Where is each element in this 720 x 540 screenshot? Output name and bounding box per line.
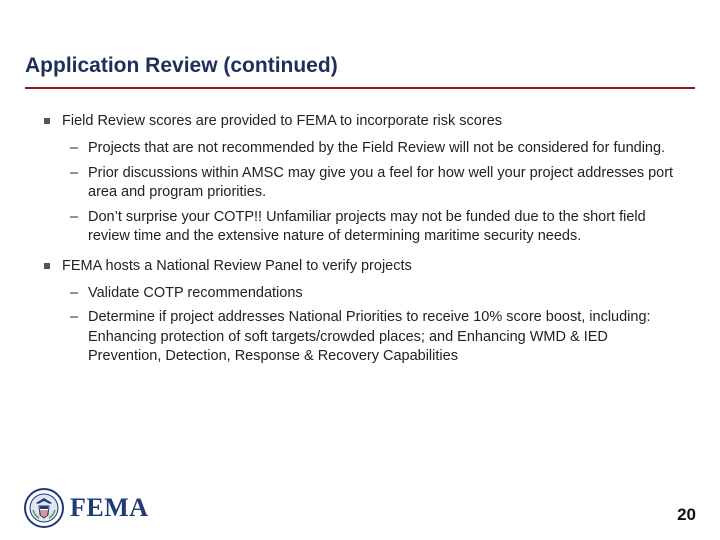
- sub-item: [42, 164, 682, 203]
- slide-title: Application Review (continued): [25, 54, 338, 77]
- dash-icon: –: [70, 309, 79, 325]
- fema-logo: [24, 488, 149, 528]
- bullet-2: [42, 257, 682, 276]
- sub-item: [42, 139, 682, 159]
- sub-text: Projects that are not recommended by the Field Review will not be considered for funding.: [88, 140, 666, 156]
- sub-list-2: [42, 284, 682, 367]
- sub-item: [42, 308, 682, 367]
- dash-icon: –: [70, 140, 79, 156]
- dash-icon: –: [70, 208, 79, 225]
- fema-wordmark: FEMA: [70, 493, 149, 522]
- sub-item: [42, 208, 682, 247]
- dhs-seal-icon: [24, 488, 64, 528]
- square-bullet-icon: [44, 263, 50, 269]
- bullet-text: FEMA hosts a National Review Panel to verify projects: [62, 257, 412, 274]
- page-number: 20: [677, 505, 696, 524]
- sub-text: Prior discussions within AMSC may give you a feel for how well your project addresses port area and program priorities.: [88, 164, 674, 200]
- slide-content: [42, 112, 682, 377]
- sub-list-1: [42, 139, 682, 247]
- sub-text: Determine if project addresses National Priorities to receive 10% score boost, including: Enhancing protection of soft targets/crowded places; and Enhancing WMD & IED Prevention, Detection, Response & Recovery Capabilities: [88, 309, 651, 364]
- dash-icon: –: [70, 284, 79, 301]
- sub-item: [42, 284, 682, 304]
- bullet-1: [42, 112, 682, 131]
- title-divider: [25, 87, 695, 89]
- sub-text: Validate COTP recommendations: [88, 284, 303, 301]
- square-bullet-icon: [44, 118, 50, 124]
- bullet-text: Field Review scores are provided to FEMA to incorporate risk scores: [62, 113, 503, 129]
- dash-icon: –: [70, 164, 79, 181]
- sub-text: Don’t surprise your COTP!! Unfamiliar projects may not be funded due to the short field review time and the extensive nature of determining maritime security needs.: [88, 208, 646, 244]
